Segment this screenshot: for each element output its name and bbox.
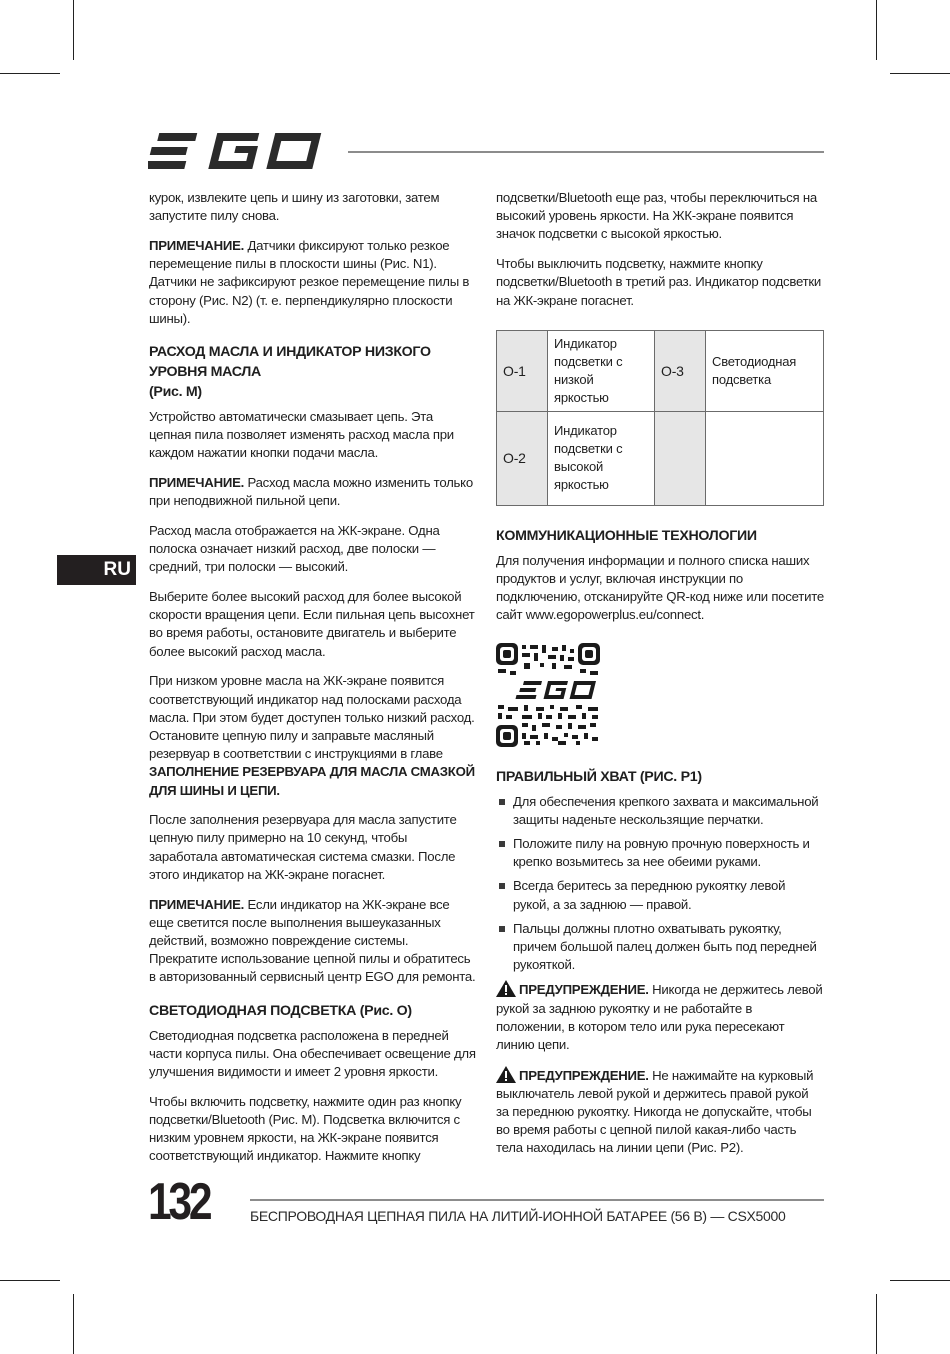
footer-rule: [250, 1199, 824, 1201]
list-item-text: Положите пилу на ровную прочную поверхность и крепко возьмитесь за нее обеими руками.: [513, 835, 810, 870]
list-item-text: Для обеспечения крепкого захвата и максимальной защиты наденьте нескользящие перчатки.: [513, 793, 819, 827]
crop-mark: [0, 73, 60, 74]
crop-mark: [0, 1280, 60, 1281]
warning: [496, 980, 824, 1054]
warning-label: ПРЕДУПРЕЖДЕНИЕ.: [519, 1067, 649, 1083]
paragraph: [149, 672, 477, 799]
section-heading-comm: КОММУНИКАЦИОННЫЕ ТЕХНОЛОГИИ: [496, 527, 757, 544]
paragraph: Устройство автоматически смазывает цепь. Эта цепная пила позволяет изменять расход масла при каждом нажатии кнопки подачи масла.: [149, 408, 454, 461]
table-cell: O-2: [497, 411, 548, 505]
ego-logo: [148, 130, 332, 172]
paragraph: курок, извлеките цепь и шину из заготовки, затем запустите пилу снова.: [149, 190, 440, 224]
table-row: [497, 411, 824, 505]
crop-mark: [876, 0, 877, 60]
section-heading-oil: [149, 342, 477, 402]
paragraph: подсветки/Bluetooth еще раз, чтобы переключиться на высокий уровень яркости. На ЖК-экране появится значок подсветки с высокой яркостью.: [496, 190, 817, 242]
note-label: ПРИМЕЧАНИЕ.: [149, 237, 245, 253]
header-rule: [348, 151, 824, 153]
warning-label: ПРЕДУПРЕЖДЕНИЕ.: [519, 982, 649, 998]
bullet-list: [496, 793, 824, 975]
warning-text: Не нажимайте на курковый выключатель левой рукой и держитесь правой рукой за переднюю рукоятку. Никогда не допускайте, чтобы во время работы с цепной пилой какая-либо часть тела находилась на линии цепи (Рис. P2).: [496, 1067, 814, 1156]
chapter-reference: ЗАПОЛНЕНИЕ РЕЗЕРВУАРА ДЛЯ МАСЛА СМАЗКОЙ ДЛЯ ШИНЫ И ЦЕПИ.: [149, 764, 475, 798]
paragraph: Светодиодная подсветка расположена в передней части корпуса пилы. Она обеспечивает освещение для улучшения видимости и имеет 2 уровня яркости.: [149, 1027, 476, 1080]
crop-mark: [73, 0, 74, 60]
note: [149, 474, 477, 510]
paragraph: После заполнения резервуара для масла запустите цепную пилу примерно на 10 секунд, чтобы заработала автоматическая система смазки. После этого индикатор на ЖК-экране погаснет.: [149, 812, 457, 882]
paragraph: Чтобы выключить подсветку, нажмите кнопку подсветки/Bluetooth в третий раз. Индикатор подсветки на ЖК-экране погаснет.: [496, 256, 822, 308]
table-cell: Индикатор подсветки с высокой яркостью: [548, 411, 655, 505]
qr-code[interactable]: [496, 643, 600, 747]
crop-mark: [890, 73, 950, 74]
language-tab: RU: [57, 555, 136, 585]
crop-mark: [876, 1294, 877, 1354]
note-label: ПРИМЕЧАНИЕ.: [149, 475, 245, 491]
warning-text: Никогда не держитесь левой рукой за заднюю рукоятку и не работайте в положении, в котором тело или рука пересекают линию цепи.: [496, 982, 823, 1052]
warning: [496, 1066, 824, 1158]
list-item: [496, 835, 824, 871]
note-text: Датчики фиксируют только резкое перемещение пилы в плоскости шины (Рис. N1). Датчики не зафиксируют резкое перемещение пилы в сторону (Рис. N2) (т. е. перпендикулярно плоскости шины).: [149, 237, 470, 326]
bullet-square-icon: [499, 883, 505, 889]
paragraph-text: При низком уровне масла на ЖК-экране появится соответствующий индикатор над полосками расхода масла. При этом будет доступен только низкий расход. Остановите цепную пилу и заправьте масляный резервуар в соответствии с инструкциями в главе: [149, 673, 475, 762]
warning-triangle-icon: [496, 1066, 516, 1083]
paragraph: Для получения информации и полного списка наших продуктов и услуг, включая инструкции по подключению, отсканируйте QR-код ниже или посетите сайт www.egopowerplus.eu/connect.: [496, 552, 824, 623]
table-row: [497, 330, 824, 411]
left-column: [149, 189, 477, 1177]
crop-mark: [73, 1294, 74, 1354]
note-text: Расход масла можно изменить только при неподвижной пильной цепи.: [149, 475, 473, 509]
paragraph: Чтобы включить подсветку, нажмите один раз кнопку подсветки/Bluetooth (Рис. M). Подсветка включится с низким уровнем яркости, на ЖК-экране появится соответствующий индикатор. Нажмите кнопку: [149, 1093, 462, 1164]
list-item-text: Пальцы должны плотно охватывать рукоятку, причем большой палец должен быть под передней рукояткой.: [513, 920, 817, 973]
table-cell: O-1: [497, 330, 548, 411]
warning-triangle-icon: [496, 980, 516, 997]
footer-title: БЕСПРОВОДНАЯ ЦЕПНАЯ ПИЛА НА ЛИТИЙ-ИОННОЙ БАТАРЕЕ (56 В) — CSX5000: [250, 1208, 786, 1224]
table-cell: O-3: [655, 330, 706, 411]
paragraph: Расход масла отображается на ЖК-экране. Одна полоска означает низкий расход, две полоски — средний, три полоски — высокий.: [149, 522, 440, 575]
note: [149, 237, 477, 328]
note-text: Если индикатор на ЖК-экране все еще светится после выполнения вышеуказанных действий, возможно повреждение системы. Прекратите использование цепной пилы и обратитесь в авторизованный сервисный центр EGO для ремонта.: [149, 896, 476, 985]
bullet-square-icon: [499, 841, 505, 847]
list-item-text: Всегда беритесь за переднюю рукоятку левой рукой, а за заднюю — правой.: [513, 878, 786, 912]
note: [149, 896, 477, 987]
list-item: [496, 793, 824, 829]
section-heading-led: СВЕТОДИОДНАЯ ПОДСВЕТКА (Рис. O): [149, 1002, 412, 1019]
bullet-square-icon: [499, 926, 505, 932]
paragraph: Выберите более высокий расход для более высокой скорости вращения цепи. Если пильная цепь высохнет во время работы, остановите двигатель и выберите более высокий расход масла.: [149, 589, 475, 659]
table-cell: [655, 411, 706, 505]
heading-line: (Рис. M): [149, 383, 202, 400]
table-cell: [706, 411, 824, 505]
note-label: ПРИМЕЧАНИЕ.: [149, 896, 245, 912]
heading-line: РАСХОД МАСЛА И ИНДИКАТОР НИЗКОГО УРОВНЯ МАСЛА: [149, 343, 431, 380]
indicator-table: [496, 330, 824, 506]
list-item: [496, 877, 824, 913]
table-cell: Светодиодная подсветка: [706, 330, 824, 411]
list-item: [496, 920, 824, 975]
bullet-square-icon: [499, 799, 505, 805]
table-cell: Индикатор подсветки с низкой яркостью: [548, 330, 655, 411]
page-number: 132: [148, 1173, 210, 1231]
qr-code-icon: [496, 643, 600, 747]
crop-mark: [890, 1280, 950, 1281]
section-heading-grip: ПРАВИЛЬНЫЙ ХВАТ (РИС. P1): [496, 768, 702, 785]
right-column: [496, 189, 824, 1169]
